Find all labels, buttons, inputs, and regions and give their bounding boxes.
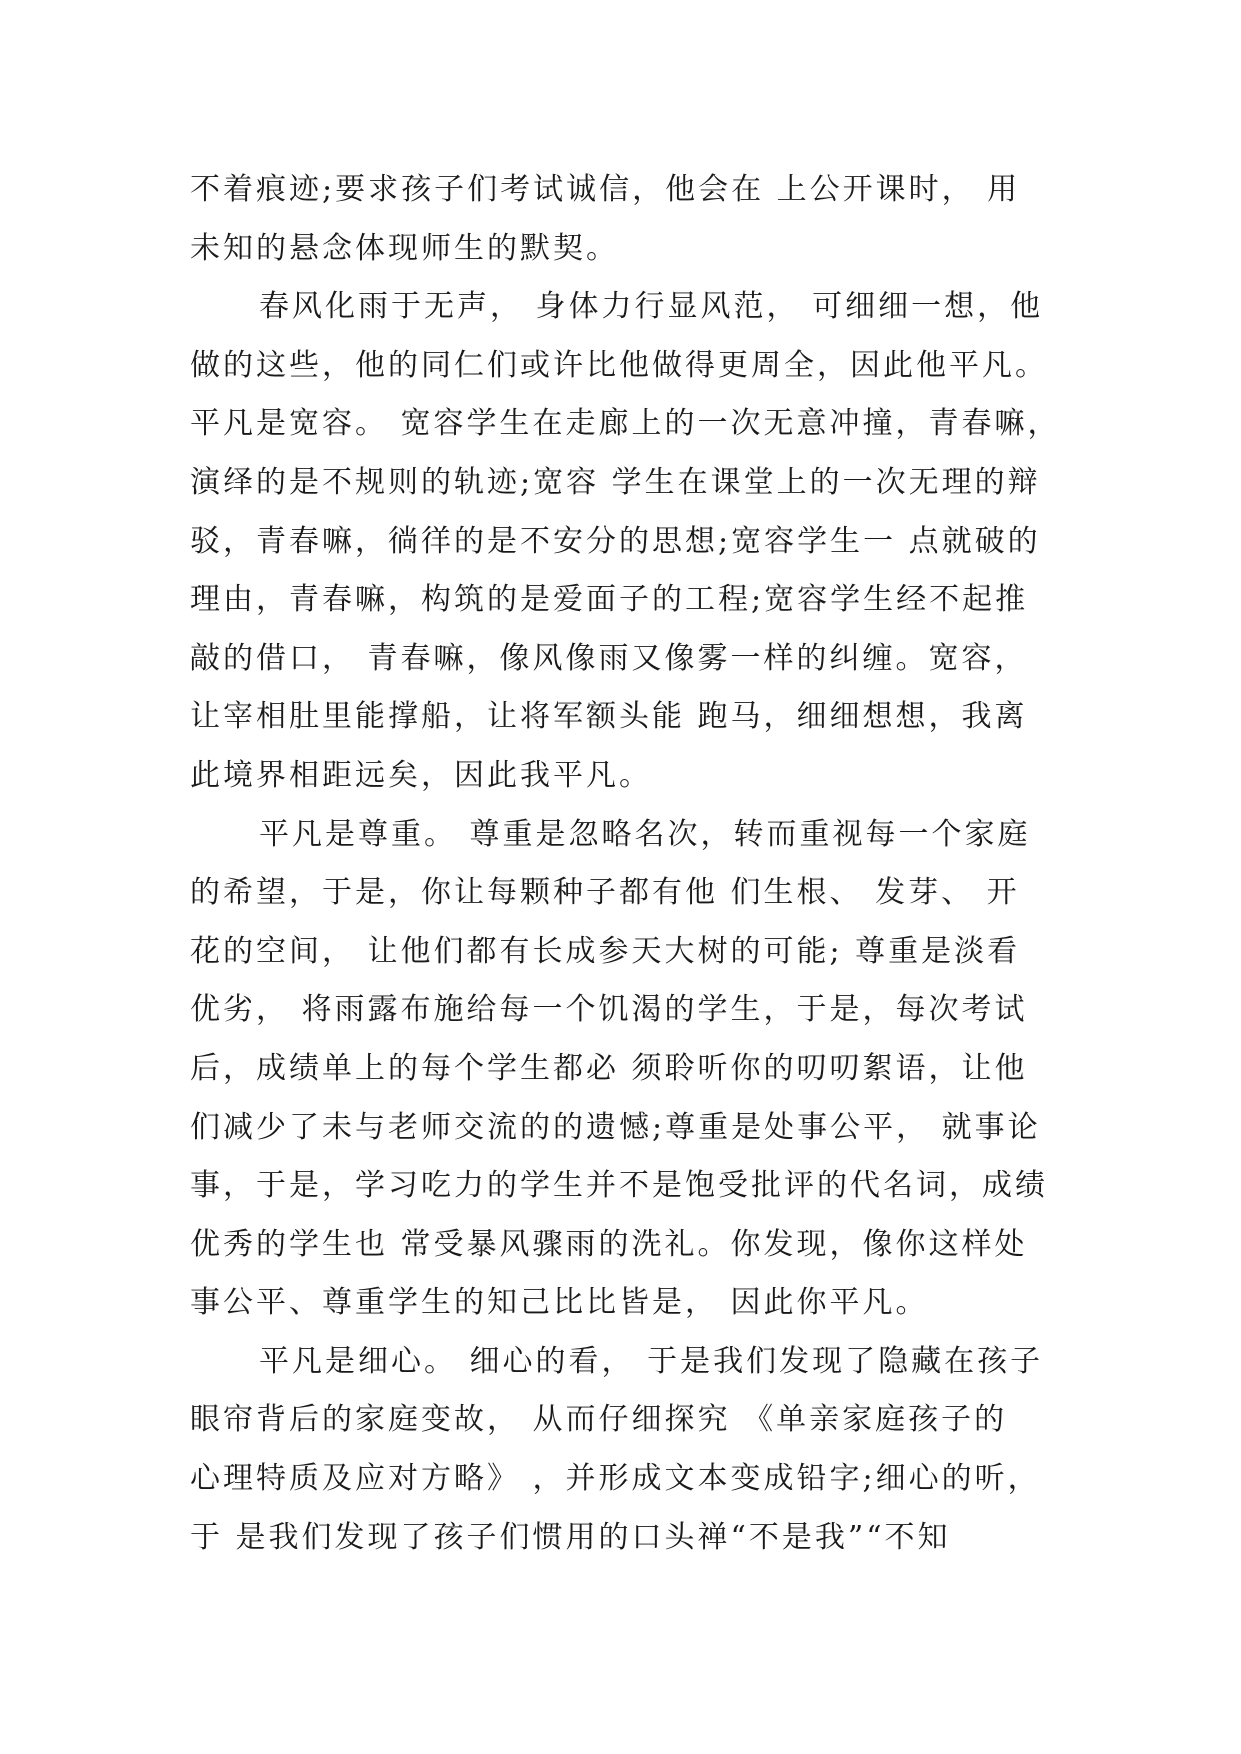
text-line: 演绎的是不规则的轨迹;宽容 学生在课堂上的一次无理的辩 bbox=[190, 464, 1041, 500]
text-line: 此境界相距远矣，因此我平凡。 bbox=[190, 757, 652, 793]
text-line: 眼帘背后的家庭变故， 从而仔细探究 《单亲家庭孩子的 bbox=[190, 1402, 1008, 1438]
text-line: 做的这些，他的同仁们或许比他做得更周全，因此他平凡。 bbox=[190, 347, 1048, 383]
text-line: 敲的借口， 青春嘛，像风像雨又像雾一样的纠缠。宽容， bbox=[190, 640, 1028, 676]
text-line: 优劣， 将雨露布施给每一个饥渴的学生，于是，每次考试 bbox=[190, 992, 1028, 1028]
text-line: 后，成绩单上的每个学生都必 须聆听你的叨叨絮语，让他 bbox=[190, 1050, 1028, 1086]
text-line: 春风化雨于无声， 身体力行显风范， 可细细一想，他 bbox=[259, 289, 1044, 325]
text-line: 驳，青春嘛，徜徉的是不安分的思想;宽容学生一 点就破的 bbox=[190, 523, 1041, 559]
text-line: 让宰相肚里能撑船，让将军额头能 跑马，细细想想，我离 bbox=[190, 699, 1028, 735]
text-line: 不着痕迹;要求孩子们考试诚信，他会在 上公开课时， 用 bbox=[190, 172, 1021, 207]
text-line: 们减少了未与老师交流的的遗憾;尊重是处事公平， 就事论 bbox=[190, 1109, 1041, 1145]
text-line: 平凡是宽容。 宽容学生在走廊上的一次无意冲撞，青春嘛， bbox=[190, 406, 1061, 442]
text-line: 平凡是细心。 细心的看， 于是我们发现了隐藏在孩子 bbox=[259, 1343, 1044, 1379]
text-line: 事公平、尊重学生的知己比比皆是， 因此你平凡。 bbox=[190, 1285, 929, 1321]
text-line: 理由，青春嘛，构筑的是爱面子的工程;宽容学生经不起推 bbox=[190, 582, 1029, 618]
text-line: 于 是我们发现了孩子们惯用的口头禅“不是我”“不知 bbox=[190, 1519, 951, 1555]
text-line: 心理特质及应对方略》 ，并形成文本变成铅字;细心的听， bbox=[190, 1461, 1041, 1497]
text-line: 未知的悬念体现师生的默契。 bbox=[190, 230, 619, 266]
body-text bbox=[190, 161, 1061, 1567]
text-line: 的希望，于是，你让每颗种子都有他 们生根、 发芽、 开 bbox=[190, 875, 1020, 911]
text-line: 事，于是，学习吃力的学生并不是饱受批评的代名词，成绩 bbox=[190, 1168, 1048, 1204]
text-line: 平凡是尊重。 尊重是忽略名次，转而重视每一个家庭 bbox=[259, 816, 1031, 852]
text-line: 花的空间， 让他们都有长成参天大树的可能; 尊重是淡看 bbox=[190, 933, 1021, 969]
text-line: 优秀的学生也 常受暴风骤雨的洗礼。你发现，像你这样处 bbox=[190, 1226, 1028, 1262]
